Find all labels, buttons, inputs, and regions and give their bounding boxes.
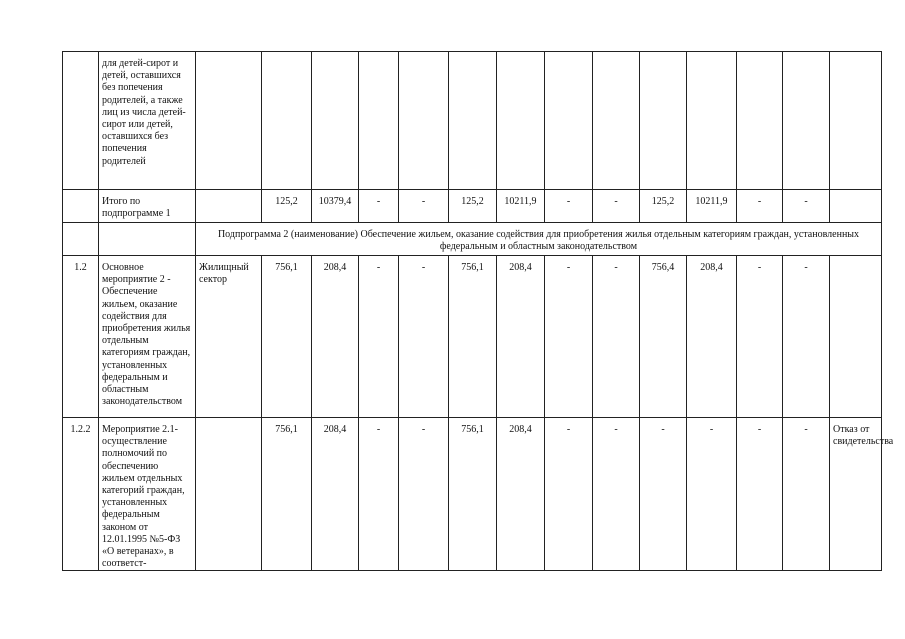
value-cell: -: [783, 256, 830, 418]
row-source: [196, 418, 262, 571]
row-source: [196, 52, 262, 190]
row-number: 1.2: [63, 256, 99, 418]
value-cell: -: [593, 418, 640, 571]
row-source: Жилищный сектор: [196, 256, 262, 418]
row-name: для детей-сирот и детей, оставшихся без попечения родителей, а также лиц из числа детей-сирот или детей, оставшихся без попечения родителей: [99, 52, 196, 190]
row-note: Отказ от свидетельства: [830, 418, 882, 571]
value-cell: 208,4: [687, 256, 737, 418]
value-cell: 756,1: [449, 418, 497, 571]
value-cell: -: [545, 190, 593, 223]
subprogram-row: [63, 223, 882, 256]
value-cell: 756,4: [640, 256, 687, 418]
value-cell: 208,4: [312, 256, 359, 418]
value-cell: -: [545, 418, 593, 571]
value-cell: -: [593, 256, 640, 418]
value-cell: 125,2: [640, 190, 687, 223]
value-cell: [640, 52, 687, 190]
value-cell: [359, 52, 399, 190]
table-row: [63, 256, 882, 418]
row-note: [830, 52, 882, 190]
value-cell: 208,4: [497, 256, 545, 418]
table-row: [63, 190, 882, 223]
value-cell: [449, 52, 497, 190]
value-cell: [399, 52, 449, 190]
value-cell: 208,4: [312, 418, 359, 571]
value-cell: -: [640, 418, 687, 571]
value-cell: 10379,4: [312, 190, 359, 223]
value-cell: [737, 52, 783, 190]
value-cell: [497, 52, 545, 190]
value-cell: -: [399, 256, 449, 418]
value-cell: -: [737, 256, 783, 418]
value-cell: -: [359, 256, 399, 418]
program-table: [62, 51, 894, 571]
value-cell: [545, 52, 593, 190]
value-cell: -: [737, 190, 783, 223]
value-cell: 756,1: [449, 256, 497, 418]
value-cell: -: [399, 418, 449, 571]
row-source: [196, 190, 262, 223]
value-cell: [312, 52, 359, 190]
value-cell: 125,2: [262, 190, 312, 223]
row-note: [830, 190, 882, 223]
value-cell: -: [783, 418, 830, 571]
value-cell: 208,4: [497, 418, 545, 571]
value-cell: -: [783, 190, 830, 223]
row-note: [830, 256, 882, 418]
row-name: Мероприятие 2.1- осуществление полномочий по обеспечению жильем отдельных категорий граждан, установленных федеральным законом от 12.01.1995 №5-ФЗ «О ветеранах», в соответст-: [99, 418, 196, 571]
empty-cell: [63, 223, 99, 256]
row-number: [63, 52, 99, 190]
value-cell: -: [687, 418, 737, 571]
value-cell: [262, 52, 312, 190]
subprogram-title: Подпрограмма 2 (наименование) Обеспечение жильем, оказание содействия для приобретения жилья отдельным категориям граждан, установленных федеральным и областным законодательством: [196, 223, 882, 256]
value-cell: -: [359, 418, 399, 571]
value-cell: 756,1: [262, 256, 312, 418]
value-cell: [593, 52, 640, 190]
value-cell: 10211,9: [497, 190, 545, 223]
value-cell: 125,2: [449, 190, 497, 223]
value-cell: [783, 52, 830, 190]
value-cell: -: [359, 190, 399, 223]
row-name: Основное мероприятие 2 - Обеспечение жильем, оказание содействия для приобретения жилья отдельным категориям граждан, установленных федеральным и областным законодательством: [99, 256, 196, 418]
value-cell: -: [399, 190, 449, 223]
table-row: [63, 418, 882, 571]
empty-cell: [99, 223, 196, 256]
value-cell: 10211,9: [687, 190, 737, 223]
table-row: [63, 52, 882, 190]
value-cell: 756,1: [262, 418, 312, 571]
value-cell: [687, 52, 737, 190]
row-name: Итого по подпрограмме 1: [99, 190, 196, 223]
value-cell: -: [737, 418, 783, 571]
row-number: [63, 190, 99, 223]
value-cell: -: [545, 256, 593, 418]
value-cell: -: [593, 190, 640, 223]
row-number: 1.2.2: [63, 418, 99, 571]
